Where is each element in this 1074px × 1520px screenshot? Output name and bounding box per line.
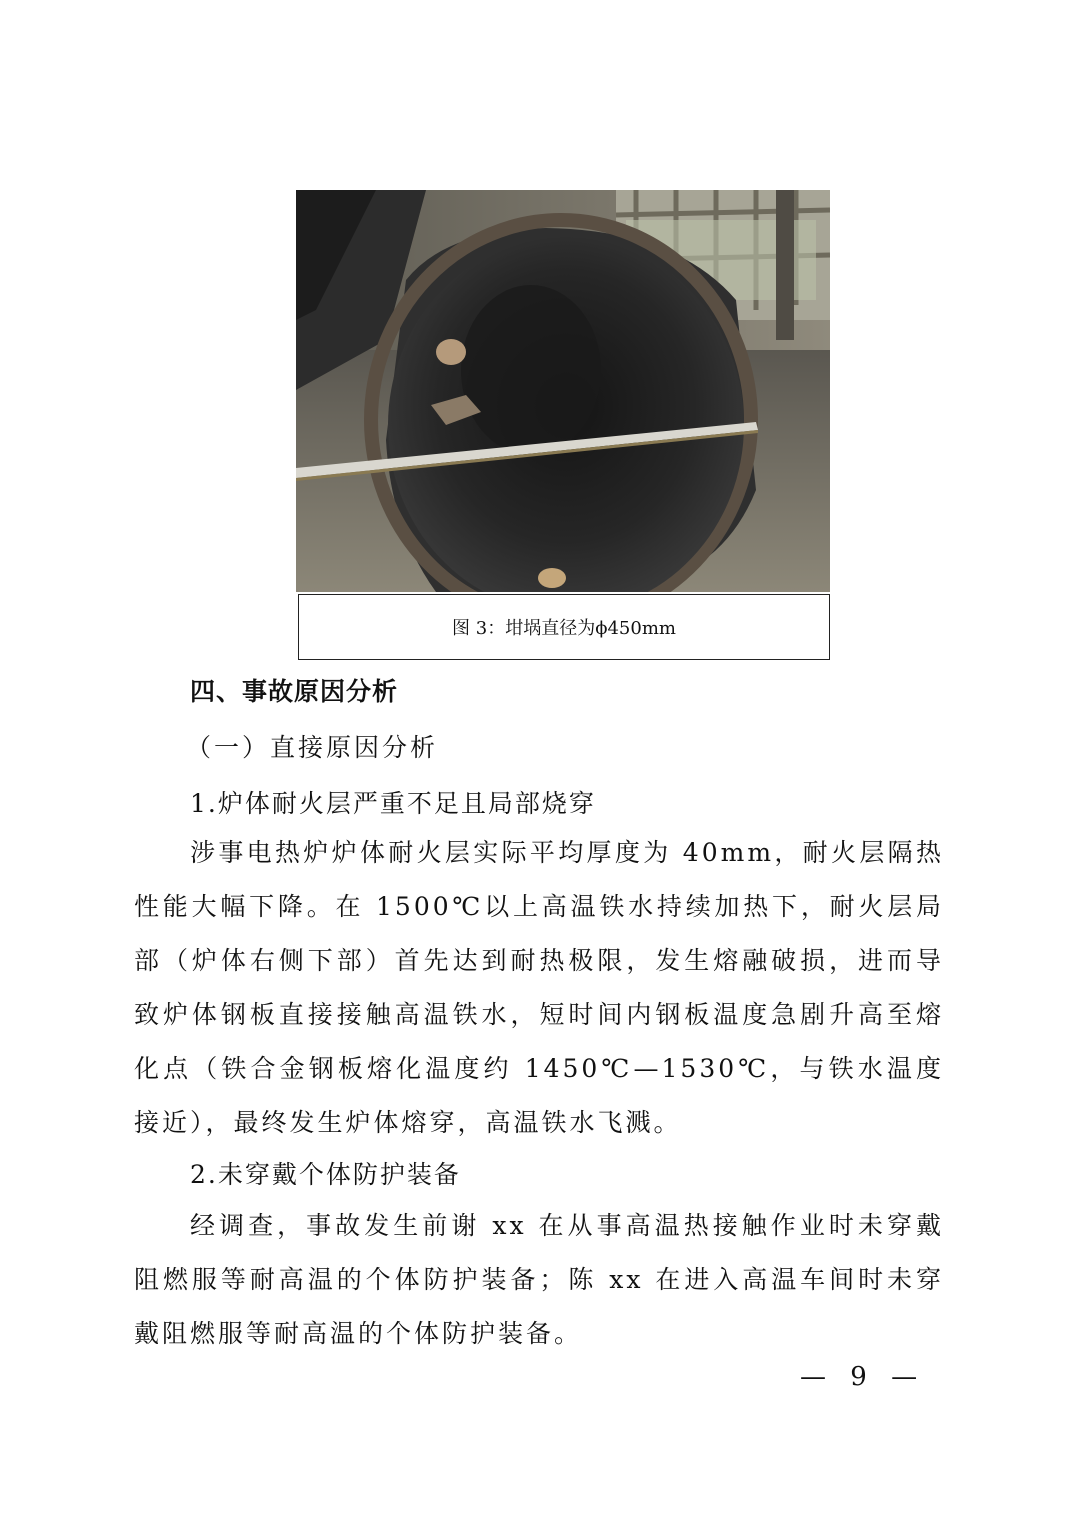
item-paragraph-2: 经调查，事故发生前谢 xx 在从事高温热接触作业时未穿戴阻燃服等耐高温的个体防护装备；陈 xx 在进入高温车间时未穿戴阻燃服等耐高温的个体防护装备。 xyxy=(134,1211,944,1348)
figure-caption xyxy=(298,594,830,660)
item-paragraph-1: 涉事电热炉炉体耐火层实际平均厚度为 40mm，耐火层隔热性能大幅下降。在 1500℃以上高温铁水持续加热下，耐火层局部（炉体右侧下部）首先达到耐热极限，发生熔融破损，进而导致炉体钢板直接接触高温铁水，短时间内钢板温度急剧升高至熔化点（铁合金钢板熔化温度约 1450℃—1530℃，与铁水温度接近），最终发生炉体熔穿，高温铁水飞溅。 xyxy=(134,838,944,1137)
figure-caption-text: 图 3：坩埚直径为ϕ450mm xyxy=(452,618,676,639)
item-heading-2: 2.未穿戴个体防护装备 xyxy=(190,1160,461,1189)
item-heading-1: 1.炉体耐火层严重不足且局部烧穿 xyxy=(190,789,596,818)
page-number: — 9 — xyxy=(800,1362,926,1392)
section-subtitle: （一）直接原因分析 xyxy=(186,733,439,762)
section-title: 四、事故原因分析 xyxy=(190,677,399,706)
crucible-photo xyxy=(296,190,830,592)
